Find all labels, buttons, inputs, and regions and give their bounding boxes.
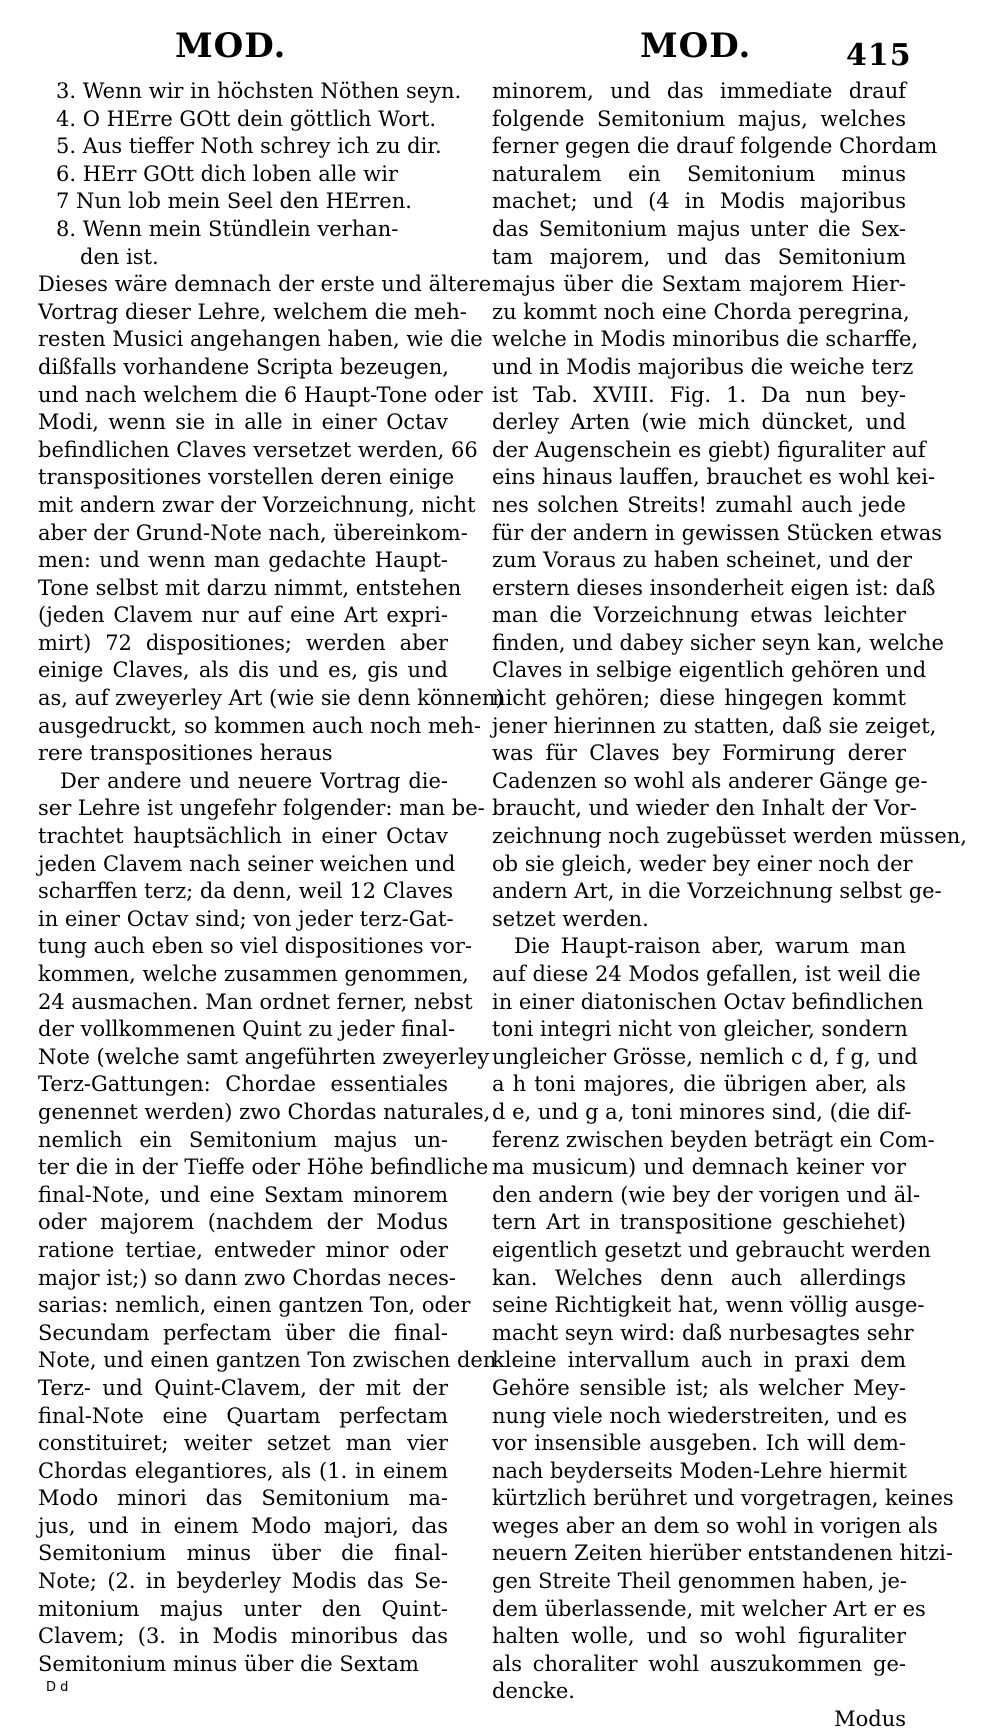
- text-line: auf diese 24 Modos gefallen, ist weil die: [492, 962, 921, 986]
- right-paragraph-1: [492, 78, 967, 933]
- text-line: Claves in selbige eigentlich gehören und: [492, 658, 927, 683]
- text-line: 5. Aus tieffer Noth schrey ich zu dir.: [56, 134, 442, 159]
- left-paragraph-1: [38, 271, 504, 768]
- text-line: nemlich ein Semitonium majus un-: [38, 1127, 448, 1152]
- text-line: naturalem ein Semitonium minus: [492, 161, 906, 186]
- catchword: Modus: [834, 1707, 906, 1732]
- text-line: ferenz zwischen beyden beträgt ein Com-: [492, 1127, 935, 1152]
- text-line: befindlichen Claves versetzet werden, 66: [38, 437, 478, 462]
- text-line: als choraliter wohl auszukommen ge-: [492, 1651, 906, 1676]
- text-line: Semitonium minus über die Sextam: [38, 1651, 419, 1676]
- text-line: man die Vorzeichnung etwas leichter: [492, 603, 906, 628]
- text-line: Modo minori das Semitonium ma-: [38, 1486, 448, 1511]
- text-line: eins hinaus lauffen, brauchet es wohl kei-: [492, 465, 936, 490]
- text-line: men: und wenn man gedachte Haupt-: [38, 548, 448, 573]
- text-line: oder majorem (nachdem der Modus: [38, 1210, 448, 1235]
- page-number: 415: [846, 38, 912, 73]
- text-line: 3. Wenn wir in höchsten Nöthen seyn.: [56, 79, 462, 103]
- text-line: zum Voraus zu haben scheinet, und der: [492, 548, 912, 573]
- text-line: transpositiones vorstellen deren einige: [38, 465, 455, 490]
- text-line: und in Modis majoribus die weiche terz: [492, 354, 914, 379]
- text-line: a h toni majores, die übrigen aber, als: [492, 1072, 906, 1097]
- text-line: 7 Nun lob mein Seel den HErren.: [56, 189, 412, 214]
- text-line: final-Note eine Quartam perfectam: [38, 1403, 448, 1428]
- text-line: sarias: nemlich, einen gantzen Ton, oder: [38, 1293, 471, 1318]
- text-line: der Augenschein es giebt) figuraliter auf: [492, 437, 926, 462]
- text-line: erstern dieses insonderheit eigen ist: daß: [492, 575, 936, 600]
- text-line: eigentlich gesetzt und gebraucht werden: [492, 1237, 931, 1262]
- text-line: Modi, wenn sie in alle in einer Octav: [38, 410, 448, 435]
- text-line: 24 ausmachen. Man ordnet ferner, nebst: [38, 989, 473, 1014]
- text-line: genennet werden) zwo Chordas naturales,: [38, 1099, 491, 1124]
- text-line: toni integri nicht von gleicher, sondern: [492, 1017, 908, 1042]
- text-line: in einer diatonischen Octav befindlichen: [492, 989, 924, 1014]
- text-line: der vollkommenen Quint zu jeder final-: [38, 1017, 456, 1042]
- text-line: Terz- und Quint-Clavem, der mit der: [38, 1375, 448, 1400]
- text-line: 4. O HErre GOtt dein göttlich Wort.: [56, 106, 437, 131]
- text-line: 6. HErr GOtt dich loben alle wir: [56, 161, 398, 186]
- text-line: minorem, und das immediate drauf: [492, 79, 906, 103]
- signature-mark: D d: [46, 1680, 69, 1695]
- text-line: scharffen terz; da denn, weil 12 Claves: [38, 879, 454, 904]
- text-line: ungleicher Grösse, nemlich c d, f g, und: [492, 1044, 918, 1069]
- text-line: und nach welchem die 6 Haupt-Tone oder: [38, 382, 483, 407]
- text-line: gen Streite Theil genommen haben, je-: [492, 1569, 908, 1594]
- text-line: andern Art, in die Vorzeichnung selbst ge-: [492, 879, 942, 904]
- text-line: dem überlassende, mit welcher Art er es: [492, 1596, 926, 1621]
- text-line: Note (welche samt angeführten zweyerley: [38, 1044, 490, 1069]
- text-line: kan. Welches denn auch allerdings: [492, 1265, 906, 1290]
- text-line: Semitonium minus über die final-: [38, 1541, 448, 1566]
- text-line: zeichnung noch zugebüsset werden müssen,: [492, 824, 967, 849]
- right-paragraph-2: [492, 933, 954, 1706]
- text-line: ist Tab. XVIII. Fig. 1. Da nun bey-: [492, 382, 906, 407]
- text-line: dencke.: [492, 1679, 575, 1704]
- text-line: braucht, und wieder den Inhalt der Vor-: [492, 796, 917, 821]
- text-line: machet; und (4 in Modis majoribus: [492, 189, 906, 214]
- text-line: ferner gegen die drauf folgende Chordam: [492, 134, 938, 159]
- text-line: dißfalls vorhandene Scripta bezeugen,: [38, 354, 449, 379]
- text-line: das Semitonium majus unter die Sex-: [492, 216, 906, 241]
- text-line: kleine intervallum auch in praxi dem: [492, 1348, 906, 1373]
- text-line: mitonium majus unter den Quint-: [38, 1596, 448, 1621]
- text-line: nes solchen Streits! zumahl auch jede: [492, 492, 906, 517]
- text-line: jus, und in einem Modo majori, das: [38, 1513, 448, 1538]
- text-line: major ist;) so dann zwo Chordas neces-: [38, 1265, 457, 1290]
- text-line: nung viele noch wiederstreiten, und es: [492, 1403, 908, 1428]
- text-line: halten wolle, und so wohl figuraliter: [492, 1624, 906, 1649]
- text-line: den andern (wie bey der vorigen und äl-: [492, 1182, 921, 1207]
- text-line: ma musicum) und demnach keiner vor: [492, 1155, 906, 1180]
- text-line: (jeden Clavem nur auf eine Art expri-: [38, 603, 448, 628]
- text-line: aber der Grund-Note nach, übereinkom-: [38, 520, 468, 545]
- text-line: tung auch eben so viel dispositiones vor-: [38, 934, 472, 959]
- text-line: Clavem; (3. in Modis minoribus das: [38, 1624, 448, 1649]
- text-line: Der andere und neuere Vortrag die-: [60, 768, 448, 793]
- text-line: tam majorem, und das Semitonium: [492, 244, 906, 269]
- text-line: ratione tertiae, entweder minor oder: [38, 1237, 448, 1262]
- text-line: Note; (2. in beyderley Modis das Se-: [38, 1569, 448, 1594]
- text-line: nach beyderseits Moden-Lehre hiermit: [492, 1458, 907, 1483]
- text-line: neuern Zeiten hierüber entstandenen hitzi-: [492, 1541, 953, 1566]
- text-line: Gehöre sensible ist; als welcher Mey-: [492, 1375, 906, 1400]
- text-line: Secundam perfectam über die final-: [38, 1320, 448, 1345]
- text-line: Chordas elegantiores, als (1. in einem: [38, 1458, 448, 1483]
- text-line: ser Lehre ist ungefehr folgender: man be-: [38, 796, 485, 821]
- text-line: kommen, welche zusammen genommen,: [38, 962, 469, 986]
- hymn-list: [38, 78, 462, 271]
- text-line: d e, und g a, toni minores sind, (die dif-: [492, 1099, 912, 1124]
- text-line: in einer Octav sind; von jeder terz-Gat-: [38, 906, 454, 931]
- header-left-title: MOD.: [175, 26, 287, 66]
- text-line: für der andern in gewissen Stücken etwas: [492, 520, 943, 545]
- text-line: einige Claves, als dis und es, gis und: [38, 658, 448, 683]
- text-line: ter die in der Tieffe oder Höhe befindliche: [38, 1155, 489, 1180]
- right-column: [492, 78, 967, 1734]
- text-line: as, auf zweyerley Art (wie sie denn können): [38, 686, 504, 711]
- text-line: zu kommt noch eine Chorda peregrina,: [492, 299, 910, 324]
- text-line: resten Musici angehangen haben, wie die: [38, 327, 483, 352]
- text-line: ob sie gleich, weder bey einer noch der: [492, 851, 913, 876]
- text-line: Terz-Gattungen: Chordae essentiales: [38, 1072, 448, 1097]
- text-line: derley Arten (wie mich düncket, und: [492, 410, 906, 435]
- text-line: vor insensible ausgeben. Ich will dem-: [492, 1431, 906, 1456]
- text-line: rere transpositiones heraus: [38, 741, 333, 766]
- text-line: Note, und einen gantzen Ton zwischen den: [38, 1348, 497, 1373]
- text-line: tern Art in transpositione geschiehet): [492, 1210, 906, 1235]
- text-line: Tone selbst mit darzu nimmt, entstehen: [38, 575, 462, 600]
- text-line: setzet werden.: [492, 906, 649, 931]
- text-line: folgende Semitonium majus, welches: [492, 106, 906, 131]
- text-line: final-Note, und eine Sextam minorem: [38, 1182, 448, 1207]
- text-line: finden, und dabey sicher seyn kan, welche: [492, 630, 944, 655]
- text-line: jeden Clavem nach seiner weichen und: [38, 851, 456, 876]
- text-line: Dieses wäre demnach der erste und ältere: [38, 272, 492, 297]
- text-line: kürtzlich berühret und vorgetragen, keines: [492, 1486, 954, 1511]
- text-line: jener hierinnen zu statten, daß sie zeiget,: [492, 713, 937, 738]
- text-line: macht seyn wird: daß nurbesagtes sehr: [492, 1320, 914, 1345]
- text-line: 8. Wenn mein Stündlein verhan-: [56, 216, 399, 241]
- header-right-title: MOD.: [640, 26, 752, 66]
- left-paragraph-2: [38, 768, 497, 1679]
- text-line: den ist.: [80, 244, 159, 269]
- text-line: ausgedruckt, so kommen auch noch meh-: [38, 713, 481, 738]
- text-line: Vortrag dieser Lehre, welchem die meh-: [38, 299, 467, 324]
- text-line: mit andern zwar der Vorzeichnung, nicht: [38, 492, 476, 517]
- text-line: nicht gehören; diese hingegen kommt: [492, 686, 906, 711]
- text-line: majus über die Sextam majorem Hier-: [492, 272, 906, 297]
- text-line: Die Haupt-raison aber, warum man: [514, 934, 906, 959]
- text-line: mirt) 72 dispositiones; werden aber: [38, 630, 448, 655]
- text-line: was für Claves bey Formirung derer: [492, 741, 906, 766]
- text-line: welche in Modis minoribus die scharffe,: [492, 327, 919, 352]
- text-line: weges aber an dem so wohl in vorigen als: [492, 1513, 938, 1538]
- text-line: constituiret; weiter setzet man vier: [38, 1431, 448, 1456]
- text-line: trachtet hauptsächlich in einer Octav: [38, 824, 448, 849]
- text-line: seine Richtigkeit hat, wenn völlig ausge-: [492, 1293, 925, 1318]
- text-line: Cadenzen so wohl als anderer Gänge ge-: [492, 768, 928, 793]
- left-column: [38, 78, 504, 1678]
